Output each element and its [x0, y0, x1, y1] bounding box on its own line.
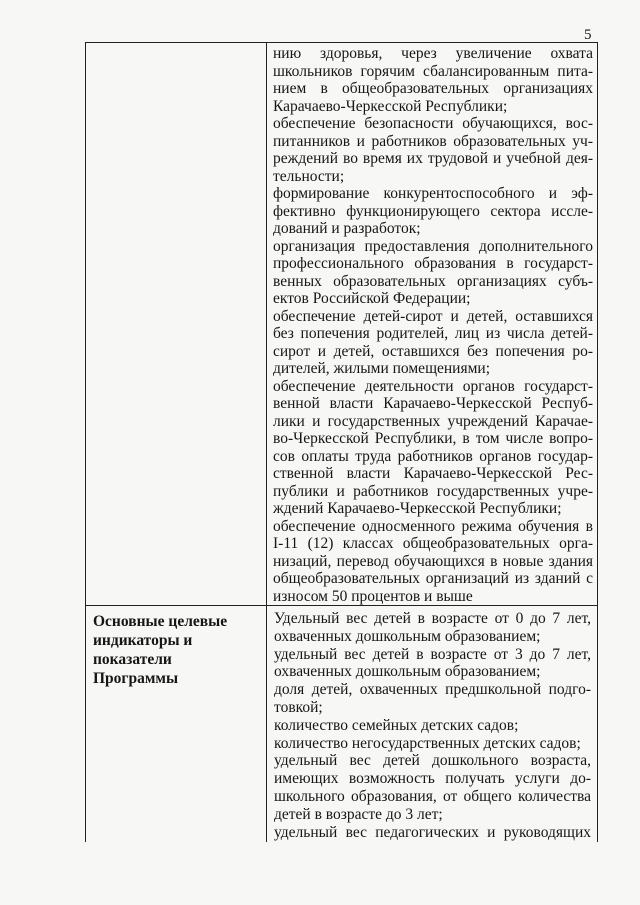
right-cell [266, 43, 598, 605]
page-number: 5 [584, 27, 592, 43]
text-line: обеспечение односменного режима обучения в [273, 517, 593, 535]
text-line: дований и разработок; [273, 220, 421, 237]
text-line: Карачаево-Черкесской Республики; [273, 97, 508, 115]
text-line: питанников и работников образовательных уч- [273, 132, 593, 150]
text-line: венной власти Карачаево-Черкесской Респуб- [273, 395, 593, 412]
text-line: износом 50 процентов и выше [273, 587, 473, 605]
text-line: удельный вес детей дошкольного возраста, [274, 752, 591, 770]
text-line: низаций, перевод обучающихся в новые здания [273, 552, 593, 570]
text-line: имеющих возможность получать услуги до- [274, 770, 591, 788]
text-line: школьников горячим сбалансированным пита- [273, 62, 593, 80]
text-line: ственной власти Карачаево-Черкесской Рес- [273, 465, 593, 482]
left-cell [85, 43, 266, 605]
text-line: формирование конкурентоспособного и эф- [273, 185, 593, 202]
text-line: охваченных дошкольным образованием; [274, 663, 541, 681]
left-cell [85, 606, 266, 842]
text-line: сирот и детей, оставшихся без попечения ро- [273, 342, 593, 360]
row-heading [86, 43, 266, 49]
text-line: обеспечение детей-сирот и детей, оставшихся [273, 307, 593, 325]
text-line: публики и работников государственных учре- [273, 482, 593, 500]
text-line: количество негосударственных детских садов; [274, 734, 581, 752]
text-line: дителей, жилыми помещениями; [273, 360, 491, 377]
text-line: профессионального образования в государст- [273, 255, 593, 272]
text-line: без попечения родителей, лиц из числа детей- [273, 325, 593, 342]
text-line: доля детей, охваченных предшкольной подго- [274, 681, 591, 699]
text-line: количество семейных детских садов; [274, 716, 519, 734]
text-line: школьного образования, от общего количества [274, 787, 591, 805]
row-heading: Основные целевые индикаторы и показатели Программы [93, 613, 228, 687]
text-line: организация предоставления дополнительного [273, 237, 593, 255]
table-row [85, 606, 598, 842]
text-line: фективно функционирующего сектора иссле- [273, 202, 593, 220]
text-line: общеобразовательных организаций из зданий с [273, 570, 593, 587]
text-line: венных образовательных организациях субъ- [273, 272, 593, 290]
text-line: обеспечение деятельности органов государст- [273, 377, 593, 395]
text-line: реждений во время их трудовой и учебной дея- [273, 150, 593, 167]
text-line: сов оплаты труда работников органов государ- [273, 447, 593, 465]
text-line: ектов Российской Федерации; [273, 290, 471, 307]
right-cell [266, 606, 598, 842]
text-line: товкой; [274, 698, 323, 716]
text-line: детей в возрасте до 3 лет; [274, 805, 443, 823]
text-line: удельный вес детей в возрасте от 3 до 7 лет, [274, 645, 591, 663]
text-line: охваченных дошкольным образованием; [274, 627, 541, 645]
text-line: удельный вес педагогических и руководящих [274, 823, 591, 841]
text-line: лики и государственных учреждений Карачае- [273, 412, 593, 430]
text-line: во-Черкесской Республики, в том числе вопро- [273, 430, 593, 447]
text-line: обеспечение безопасности обучающихся, вос- [273, 115, 593, 132]
text-line: I-11 (12) классах общеобразовательных орга- [273, 535, 593, 552]
text-line: нию здоровья, через увеличение охвата [273, 45, 593, 62]
table-row [85, 43, 598, 606]
text-line: нием в общеобразовательных организациях [273, 80, 593, 97]
text-line: Удельный вес детей в возрасте от 0 до 7 лет, [274, 610, 591, 627]
text-line: ждений Карачаево-Черкесской Республики; [273, 500, 562, 517]
program-table [85, 42, 598, 842]
text-line: тельности; [273, 167, 345, 185]
